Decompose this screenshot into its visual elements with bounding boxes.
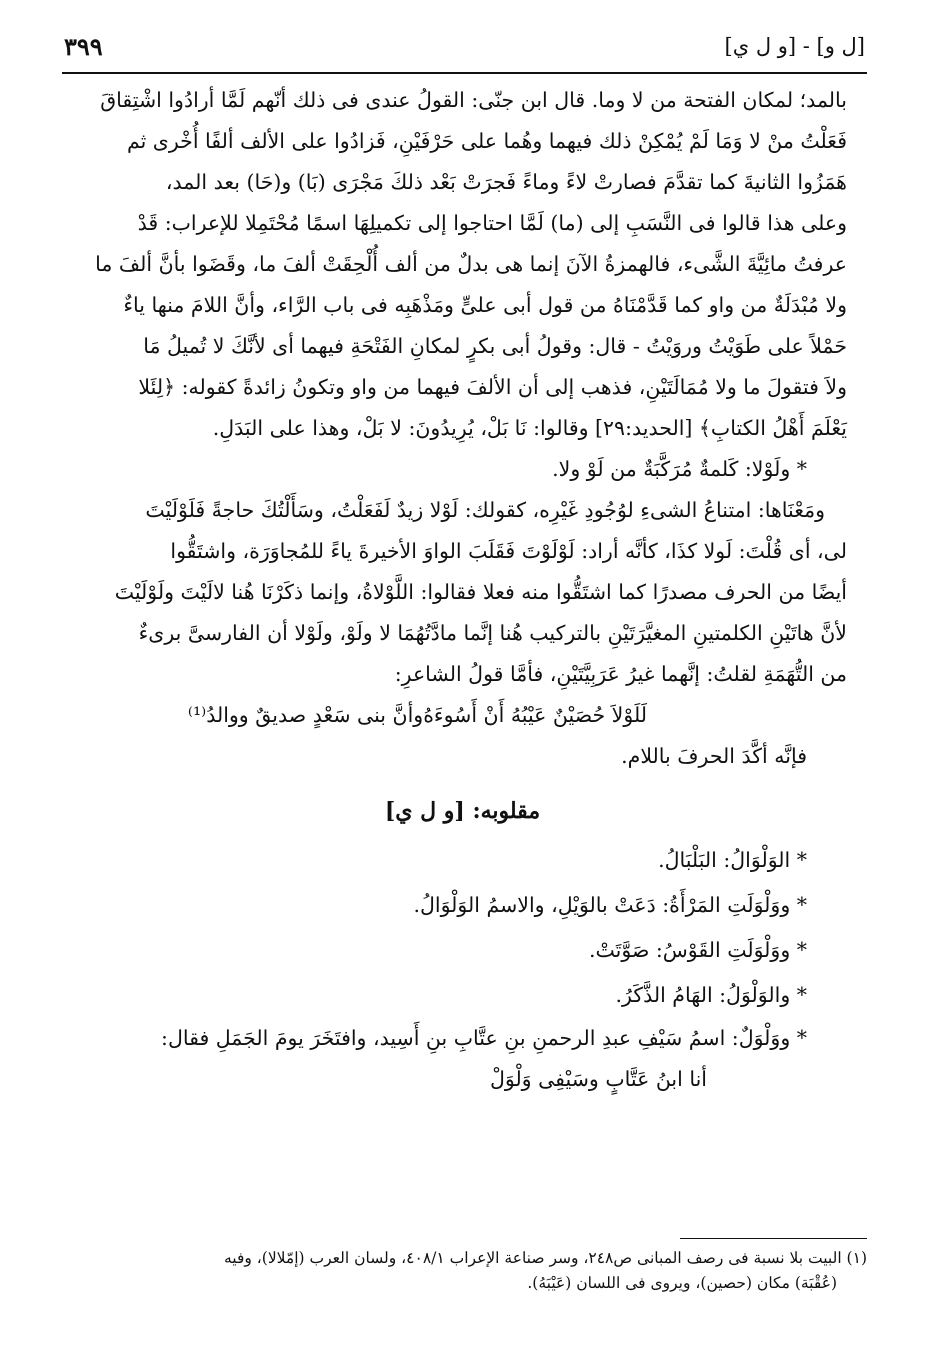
entry-item: * والوَلْوَلُ: الهَامُ الذَّكَرُ. [615, 983, 807, 1007]
main-text [78, 80, 847, 1100]
section-title: مقلوبه: [و ل ي] [384, 798, 541, 824]
footnote [78, 1246, 867, 1296]
text-line: عرفتُ مائِيَّةَ الشَّىء، فالهمزةُ الآنَ إنما هى بدلٌ من ألف أُلْحِقَتْ ألفَ ما، وقَضَوا بأنَّ ألفَ ما [95, 252, 847, 276]
text-line: لى، أى قُلْتَ: لَولا كذَا، كأنَّه أراد: لَوْلَوْتَ فَقَلَبَ الواوَ الأخيرةَ ياءً للمُجاوَرَة، واشتَقُّوا [170, 539, 847, 563]
after-verse-line: فإنَّه أكَّدَ الحرفَ باللام. [621, 744, 807, 768]
footnote-divider [680, 1238, 867, 1239]
footnote-line: (١) البيت بلا نسبة فى رصف المبانى ص٢٤٨، وسر صناعة الإعراب ٤٠٨/١، ولسان العرب (إمّلالا)، وفيه [223, 1249, 867, 1267]
text-line: ومَعْنَاها: امتناعُ الشىءِ لوُجُودِ غَيْرِه، كقولك: لَوْلا زيدٌ لَفَعَلْتُ، وسَأَلْتُكَ حاجةً فَلَوْلَيْتَ [145, 498, 825, 522]
paragraph-2-cont [78, 531, 847, 695]
entries-list [78, 838, 847, 1100]
running-head: [ل و] - [و ل ي] [724, 34, 865, 58]
text-line: وعلى هذا قالوا فى النَّسَبِ إلى (ما) لَمَّا احتاجوا إلى تكميلِهَا اسمًا مُحْتَمِلا للإعراب: قَدْ [137, 211, 847, 235]
page-header [62, 28, 867, 74]
text-line: هَمَزُوا الثانيةَ كما تقدَّمَ فصارتْ لاءً وماءً فَجرَتْ بَعْد ذلكَ مَجْرَى (بَا) و(حَا) بعد المد، [165, 170, 847, 194]
entry-item: * ووَلْوَلَتِ القَوْسُ: صَوَّتَتْ. [589, 938, 807, 962]
entry-item: * الوَلْوَالُ: البَلْبَالُ. [658, 848, 807, 872]
text-line: حَمْلاً على طَوَيْتُ وروَيْتُ - قال: وقولُ أبى بكرٍ لمكانِ الفَتْحَةِ فيهما أى لأنَّكَ لا تُميلُ مَا [143, 334, 847, 358]
final-verse-line: أنا ابنُ عَتَّابٍ وسَيْفِى وَلْوَلْ [489, 1067, 707, 1091]
text-line: أيضًا من الحرف مصدرًا كما اشتَقُّوا منه فعلا فقالوا: اللَّوْلاةُ، وإنما ذكَرْنَا هُنا لالَيْتَ ولَوْلَيْتَ [114, 580, 847, 604]
page-number: ٣٩٩ [64, 32, 103, 61]
text-line: ولا مُبْدَلَةٌ من واو كما قَدَّمْنَاهُ من قول أبى علىٍّ ومَذْهَبِه فى باب الرَّاء، وأنَّ اللامَ منها ياءٌ [123, 293, 847, 317]
text-line: بالمد؛ لمكان الفتحة من لا وما. قال ابن جنّى: القولُ عندى فى ذلك أنّهم لَمَّا أرادُوا اشْتِقاقَ [100, 88, 847, 112]
text-line: يَعْلَمَ أَهْلُ الكتابِ﴾ [الحديد:٢٩] وقالوا: نَا بَلْ، يُرِيدُونَ: لا بَلْ، وهذا على البَدَلِ. [212, 416, 847, 440]
poetry-verse [78, 695, 847, 736]
footnote-line: (عُقْبَة) مكان (حصين)، ويروى فى اللسان (عَيْبَهُ). [527, 1274, 837, 1292]
text-line: لأنَّ هاتَيْنِ الكلمتينِ المغيَّرَتَيْنِ بالتركيب هُنا إنَّما مادَّتُهُمَا لا ولَوْ، ولَوْلا أن الفارسىَّ برىءٌ [138, 621, 847, 645]
paragraph-2 [78, 490, 847, 531]
entry-item: * ووَلْوَلَتِ المَرْأَةُ: دَعَتْ بالوَيْلِ، والاسمُ الوَلْوَالُ. [413, 893, 807, 917]
paragraph-1 [78, 80, 847, 449]
entry-item: * ووَلْوَلٌ: اسمُ سَيْفِ عبدِ الرحمنِ بنِ عتَّابِ بنِ أَسِيد، وافتَخَرَ يومَ الجَمَلِ فقال: [161, 1026, 807, 1050]
verse-first-hemistich: لَلَوْلاَ حُصَيْنٌ عَيْبُهُ أَنْ أَسُوءَهُ [423, 703, 647, 727]
text-line: ولاَ فتقولَ ما ولا مُمَالَتَيْنِ، فذهب إلى أن الألفَ فيهما من واو وتكونُ زائدةً كقوله: ﴿لِئَلا [138, 375, 847, 399]
text-line: من التُّهَمَةِ لقلتُ: إنَّهما غيرُ عَرَبِيَّتَيْنِ، فأمَّا قولُ الشاعرِ: [394, 662, 847, 686]
verse-second-hemistich: وأنَّ بنى سَعْدٍ صديقٌ ووالدُ⁽¹⁾ [187, 703, 424, 727]
text-line: فَعَلْتُ منْ لا وَمَا لَمْ يُمْكِنْ ذلك فيهما وهُما على حَرْفَيْنِ، فَزادُوا على الألف ألفًا أُخْرى ثم [126, 129, 847, 153]
entry-lawla: * ولَوْلا: كَلمةٌ مُرَكَّبَةٌ من لَوْ ولا. [552, 457, 807, 481]
